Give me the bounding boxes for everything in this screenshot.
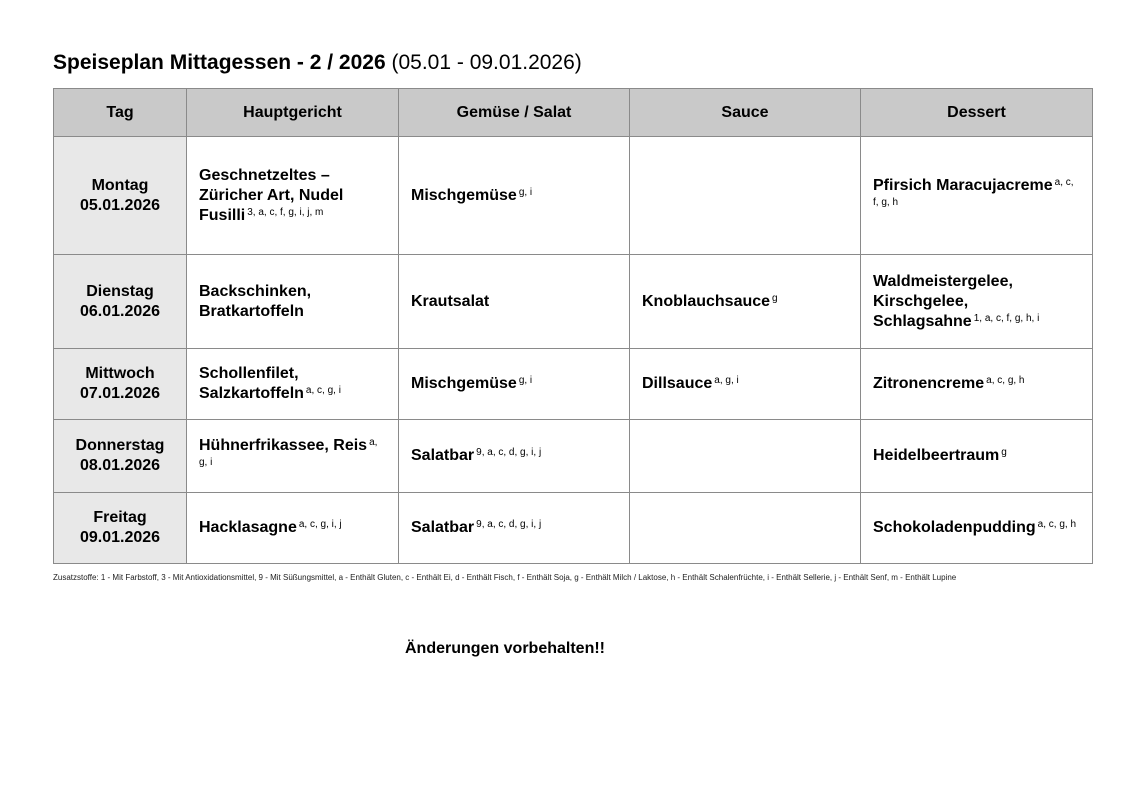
column-header-hauptgericht: Hauptgericht — [187, 89, 399, 137]
main-dish-cell — [187, 493, 399, 564]
vegetable-cell — [399, 420, 630, 493]
main-dish: Schollenfilet, Salzkartoffeln — [199, 365, 304, 402]
changes-notice: Änderungen vorbehalten!! — [404, 640, 605, 657]
dessert-allergens: a, c, g, h — [986, 375, 1025, 386]
title-main: Speiseplan Mittagessen - 2 / 2026 — [53, 51, 386, 74]
dessert-allergens: a, c, g, h — [1037, 519, 1077, 530]
day-name: Montag — [91, 176, 149, 194]
column-header-dessert: Dessert — [861, 89, 1093, 137]
day-date: 06.01.2026 — [79, 302, 161, 320]
dessert-cell — [861, 493, 1093, 564]
vegetable-cell — [399, 137, 630, 255]
dessert-cell — [861, 255, 1093, 349]
dessert: Schokoladenpudding — [873, 519, 1036, 536]
vegetable: Mischgemüse — [411, 186, 517, 204]
day-name: Freitag — [93, 509, 147, 526]
dessert-cell — [861, 420, 1093, 493]
day-date: 05.01.2026 — [79, 196, 161, 214]
column-header-gemuese-salat: Gemüse / Salat — [399, 89, 630, 137]
vegetable-allergens: 9, a, c, d, g, i, j — [476, 519, 542, 530]
vegetable-cell — [399, 349, 630, 420]
day-date: 08.01.2026 — [79, 457, 161, 474]
main-dish-allergens: a, g, i — [199, 437, 378, 468]
sauce-cell — [630, 137, 861, 255]
dessert: Pfirsich Maracujacreme — [873, 176, 1053, 194]
day-date: 07.01.2026 — [79, 385, 161, 402]
day-name: Donnerstag — [75, 437, 165, 454]
main-dish-allergens: a, c, g, i, j — [298, 519, 342, 530]
dessert: Waldmeistergelee, Kirschgelee, Schlagsahne — [873, 272, 1013, 330]
sauce-allergens: a, g, i — [714, 375, 739, 386]
day-name: Mittwoch — [85, 365, 155, 382]
dessert-cell — [861, 137, 1093, 255]
vegetable: Mischgemüse — [411, 375, 517, 392]
vegetable: Salatbar — [411, 447, 475, 464]
table-row — [54, 255, 1093, 349]
main-dish-allergens: a, c, g, i — [305, 385, 341, 396]
main-dish: Hühnerfrikassee, Reis — [199, 437, 368, 454]
vegetable: Salatbar — [411, 519, 475, 536]
column-header-sauce: Sauce — [630, 89, 861, 137]
vegetable-cell — [399, 493, 630, 564]
day-cell — [54, 493, 187, 564]
day-name: Dienstag — [86, 282, 154, 300]
dessert-cell — [861, 349, 1093, 420]
main-dish-cell — [187, 137, 399, 255]
table-row — [54, 420, 1093, 493]
menu-table — [53, 88, 1093, 564]
main-dish: Hacklasagne — [199, 519, 297, 536]
table-row — [54, 137, 1093, 255]
sauce-allergens: g — [772, 292, 778, 304]
main-dish-cell — [187, 255, 399, 349]
vegetable-allergens: g, i — [518, 186, 533, 198]
column-header-tag: Tag — [54, 89, 187, 137]
vegetable-allergens: 9, a, c, d, g, i, j — [476, 447, 542, 458]
main-dish-allergens: 3, a, c, f, g, i, j, m — [247, 206, 324, 218]
sauce-cell — [630, 349, 861, 420]
sauce: Dillsauce — [642, 375, 713, 392]
vegetable: Krautsalat — [411, 292, 490, 310]
vegetable-cell — [399, 255, 630, 349]
dessert: Heidelbeertraum — [873, 447, 1000, 464]
dessert-allergens: 1, a, c, f, g, h, i — [973, 312, 1040, 324]
main-dish: Backschinken, Bratkartoffeln — [199, 282, 312, 320]
sauce-cell — [630, 493, 861, 564]
title-date-range: (05.01 - 09.01.2026) — [391, 51, 582, 74]
sauce: Knoblauchsauce — [642, 292, 771, 310]
sauce-cell — [630, 420, 861, 493]
dessert: Zitronencreme — [873, 375, 985, 392]
day-cell — [54, 137, 187, 255]
page-title — [53, 49, 582, 77]
day-cell — [54, 349, 187, 420]
additives-footnote: Zusatzstoffe: 1 - Mit Farbstoff, 3 - Mit Antioxidationsmittel, 9 - Mit Süßungsmittel, a - Enthält Gluten, c - Enthält Ei, d - Enthält Fisch, f - Enthält Soja, g - Enthält Milch / Laktose, h - Enthält Schalenfrüchte, i - Enthält Sellerie, j - Enthält Senf, m - Enthält Lupine — [53, 573, 957, 582]
main-dish-cell — [187, 349, 399, 420]
main-dish-cell — [187, 420, 399, 493]
vegetable-allergens: g, i — [518, 375, 533, 386]
day-cell — [54, 255, 187, 349]
dessert-allergens: a, c, f, g, h — [873, 176, 1074, 208]
table-row — [54, 493, 1093, 564]
main-dish: Geschnetzeltes – Züricher Art, Nudel Fusilli — [199, 166, 344, 224]
sauce-cell — [630, 255, 861, 349]
day-cell — [54, 420, 187, 493]
table-row — [54, 349, 1093, 420]
dessert-allergens: g — [1001, 447, 1007, 458]
day-date: 09.01.2026 — [79, 529, 161, 546]
table-header-row — [54, 89, 1093, 137]
